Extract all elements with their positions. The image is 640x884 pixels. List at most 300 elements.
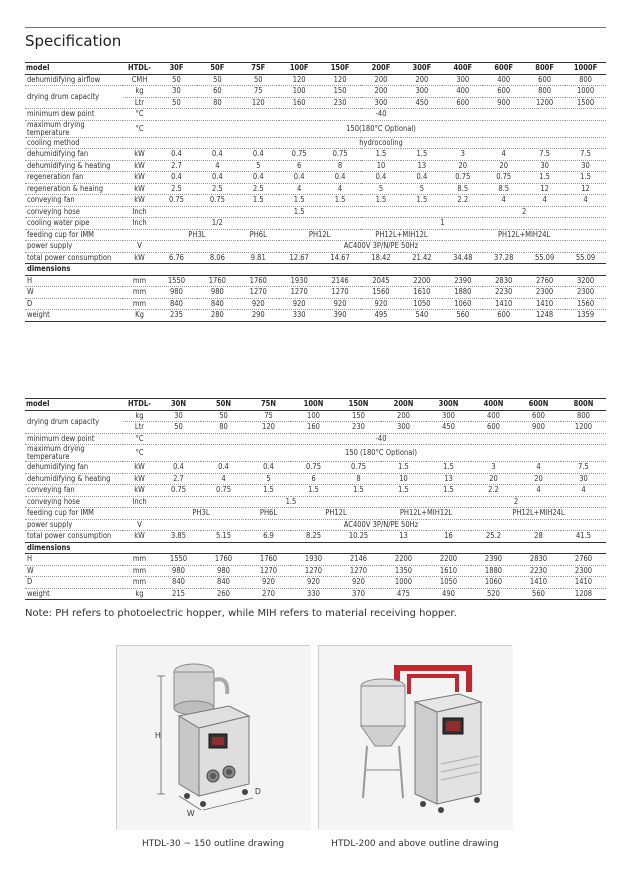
row-conveying-fan	[25, 485, 606, 497]
cell-value: 4	[561, 485, 606, 497]
cell-value: 7.5	[561, 462, 606, 474]
cell-value: 290	[238, 310, 279, 322]
cell-value: 1060	[471, 577, 516, 589]
model-col: 100F	[279, 63, 320, 75]
span-value: PH12L+MIH12L	[381, 508, 471, 520]
cell-value: 1560	[565, 298, 606, 310]
cell-value: 28	[516, 531, 561, 543]
row-label: conveying fan	[25, 485, 123, 497]
cell-value: 600	[483, 310, 524, 322]
cell-value: 1930	[291, 554, 336, 566]
unit: mm	[123, 298, 156, 310]
unit	[123, 508, 156, 520]
section-label: dimensions	[25, 264, 606, 276]
cell-value: 2300	[524, 287, 565, 299]
cell-value: 0.4	[156, 462, 201, 474]
span-value: PH12L	[279, 229, 361, 241]
unit: Inch	[123, 496, 156, 508]
cell-value: 920	[279, 298, 320, 310]
span-value: PH3L	[156, 508, 246, 520]
model-col: 400F	[442, 63, 483, 75]
row-conveying-hose	[25, 496, 606, 508]
drum-label: drying drum capacity	[25, 410, 123, 433]
cell-value: 2.2	[471, 485, 516, 497]
cell-value: 2390	[442, 275, 483, 287]
row-power-supply	[25, 241, 606, 253]
cell-value: 50	[238, 74, 279, 86]
cell-value: 160	[291, 422, 336, 434]
cell-value: 2.2	[442, 195, 483, 207]
cell-value: 920	[246, 577, 291, 589]
cell-value: 1.5	[238, 195, 279, 207]
row-dehum-fan	[25, 149, 606, 161]
cell-value: 600	[442, 97, 483, 109]
row-dim-w	[25, 565, 606, 577]
unit: kg	[123, 410, 156, 422]
row-label: regeneration & heaing	[25, 183, 123, 195]
cell-value: 0.75	[442, 172, 483, 184]
cell-value: 18.42	[361, 252, 402, 264]
cell-value: 840	[156, 577, 201, 589]
unit: kW	[123, 149, 156, 161]
cell-value: 0.4	[320, 172, 361, 184]
cell-value: 120	[279, 74, 320, 86]
row-total-power	[25, 252, 606, 264]
cell-value: 920	[291, 577, 336, 589]
unit: kW	[123, 160, 156, 172]
cell-value: 600	[524, 74, 565, 86]
cell-value: 6.76	[156, 252, 197, 264]
span-value: PH12L+MIH12L	[361, 229, 443, 241]
cell-value: 2.5	[238, 183, 279, 195]
row-drum-kg	[25, 410, 606, 422]
cell-value: 2830	[483, 275, 524, 287]
cell-value: 0.4	[361, 172, 402, 184]
cell-value: 1410	[524, 298, 565, 310]
table-header-row	[25, 63, 606, 75]
cell-value: 8.06	[197, 252, 238, 264]
cell-value: 1050	[401, 298, 442, 310]
cell-value: 1270	[320, 287, 361, 299]
span-value: PH12L+MIH24L	[471, 508, 606, 520]
cell-value: 0.4	[156, 172, 197, 184]
cell-value: 2300	[565, 287, 606, 299]
cell-value: 1.5	[320, 195, 361, 207]
cell-value: 980	[201, 565, 246, 577]
header-model-label: model	[25, 399, 123, 411]
cell-value: 10	[381, 473, 426, 485]
span-value: -40	[156, 433, 606, 445]
cell-value: 450	[426, 422, 471, 434]
cell-value: 2146	[336, 554, 381, 566]
cell-value: 3.85	[156, 531, 201, 543]
cell-value: 100	[279, 86, 320, 98]
cell-value: 2200	[426, 554, 471, 566]
unit: kg	[123, 588, 156, 600]
cell-value: 3200	[565, 275, 606, 287]
cell-value: 280	[197, 310, 238, 322]
cell-value: 1930	[279, 275, 320, 287]
cell-value: 4	[565, 195, 606, 207]
cell-value: 1.5	[401, 195, 442, 207]
cell-value: 215	[156, 588, 201, 600]
cell-value: 75	[238, 86, 279, 98]
cell-value: 800	[565, 74, 606, 86]
cell-value: 1000	[565, 86, 606, 98]
cell-value: 475	[381, 588, 426, 600]
cell-value: 4	[197, 160, 238, 172]
cell-value: 1270	[238, 287, 279, 299]
model-col: 50N	[201, 399, 246, 411]
row-label: H	[25, 554, 123, 566]
cell-value: 0.4	[279, 172, 320, 184]
cell-value: 6.9	[246, 531, 291, 543]
cell-value: 450	[401, 97, 442, 109]
cell-value: 4	[201, 473, 246, 485]
unit: °C	[123, 445, 156, 462]
unit: Inch	[123, 206, 156, 218]
cell-value: 55.09	[524, 252, 565, 264]
unit: kW	[123, 485, 156, 497]
cell-value: 1760	[246, 554, 291, 566]
unit: kW	[123, 531, 156, 543]
cell-value: 20	[516, 473, 561, 485]
dim-d-label: D	[255, 787, 261, 796]
cell-value: 120	[320, 74, 361, 86]
cell-value: 600	[516, 410, 561, 422]
cell-value: 0.75	[483, 172, 524, 184]
cell-value: 37.28	[483, 252, 524, 264]
cell-value: 5.15	[201, 531, 246, 543]
cell-value: 2390	[471, 554, 516, 566]
dryer-drawing-large	[319, 646, 513, 830]
row-drum-kg	[25, 86, 606, 98]
cell-value: 41.5	[561, 531, 606, 543]
cell-value: 0.4	[156, 149, 197, 161]
cell-value: 920	[238, 298, 279, 310]
span-value: 1/2	[156, 218, 279, 230]
row-label: dehumidifying fan	[25, 149, 123, 161]
row-dimensions-section	[25, 542, 606, 554]
cell-value: 30	[524, 160, 565, 172]
unit: kW	[123, 252, 156, 264]
cell-value: 1.5	[426, 485, 471, 497]
row-label: dehumidifying & heating	[25, 160, 123, 172]
row-max-temp	[25, 120, 606, 137]
cell-value: 1550	[156, 554, 201, 566]
cell-value: 2230	[516, 565, 561, 577]
model-col: 100N	[291, 399, 336, 411]
cell-value: 0.4	[246, 462, 291, 474]
cell-value: 2230	[483, 287, 524, 299]
cell-value: 1.5	[401, 149, 442, 161]
cell-value: 800	[524, 86, 565, 98]
cell-value: 30	[561, 473, 606, 485]
cell-value: 330	[291, 588, 336, 600]
cell-value: 2.7	[156, 160, 197, 172]
cell-value: 2760	[524, 275, 565, 287]
cell-value: 6	[291, 473, 336, 485]
cell-value: 30	[565, 160, 606, 172]
cell-value: 540	[401, 310, 442, 322]
cell-value: 370	[336, 588, 381, 600]
cell-value: 1248	[524, 310, 565, 322]
cell-value: 16	[426, 531, 471, 543]
row-power-supply	[25, 519, 606, 531]
cell-value: 0.75	[279, 149, 320, 161]
cell-value: 1560	[361, 287, 402, 299]
row-label: minimum dew point	[25, 109, 123, 121]
cell-value: 1410	[561, 577, 606, 589]
cell-value: 160	[279, 97, 320, 109]
unit: V	[123, 241, 156, 253]
cell-value: 120	[238, 97, 279, 109]
cell-value: 900	[483, 97, 524, 109]
cell-value: 1610	[426, 565, 471, 577]
cell-value: 600	[483, 86, 524, 98]
span-value: PH12L+MIH24L	[442, 229, 606, 241]
cell-value: 330	[279, 310, 320, 322]
row-label: D	[25, 577, 123, 589]
row-label: conveying hose	[25, 206, 123, 218]
cell-value: 920	[336, 577, 381, 589]
cell-value: 1200	[561, 422, 606, 434]
unit	[123, 229, 156, 241]
cell-value: 4	[279, 183, 320, 195]
span-value: 1.5	[156, 496, 426, 508]
span-value: AC400V 3P/N/PE 50Hz	[156, 519, 606, 531]
cell-value: 1.5	[279, 195, 320, 207]
row-label: total power consumption	[25, 531, 123, 543]
row-label: W	[25, 565, 123, 577]
row-label: power supply	[25, 241, 123, 253]
model-col: 150F	[320, 63, 361, 75]
cell-value: 400	[483, 74, 524, 86]
row-weight	[25, 588, 606, 600]
span-value: 150 (180°C Optional)	[156, 445, 606, 462]
cell-value: 980	[156, 287, 197, 299]
model-col: 600N	[516, 399, 561, 411]
unit: V	[123, 519, 156, 531]
cell-value: 1550	[156, 275, 197, 287]
dim-h-label: H	[155, 731, 161, 740]
cell-value: 490	[426, 588, 471, 600]
row-dim-h	[25, 554, 606, 566]
unit: kW	[123, 195, 156, 207]
cell-value: 7.5	[524, 149, 565, 161]
cell-value: 30	[156, 410, 201, 422]
row-label: weight	[25, 588, 123, 600]
page-title: Specification	[25, 32, 122, 50]
span-value: PH6L	[246, 508, 291, 520]
row-dehum-heating	[25, 160, 606, 172]
cell-value: 1270	[291, 565, 336, 577]
row-label: W	[25, 287, 123, 299]
model-col: 200F	[361, 63, 402, 75]
cell-value: 1880	[471, 565, 516, 577]
cell-value: 13	[426, 473, 471, 485]
row-dim-h	[25, 275, 606, 287]
row-label: cooling water pipe	[25, 218, 123, 230]
cell-value: 8.5	[483, 183, 524, 195]
row-max-temp	[25, 445, 606, 462]
cell-value: 2146	[320, 275, 361, 287]
cell-value: 840	[197, 298, 238, 310]
unit: Kg	[123, 310, 156, 322]
section-label: dimensions	[25, 542, 606, 554]
span-value: -40	[156, 109, 606, 121]
span-value: 2	[426, 496, 606, 508]
cell-value: 1610	[401, 287, 442, 299]
span-value: PH12L	[291, 508, 381, 520]
cell-value: 0.4	[197, 172, 238, 184]
cell-value: 9.81	[238, 252, 279, 264]
cell-value: 8.5	[442, 183, 483, 195]
cell-value: 2.7	[156, 473, 201, 485]
unit: Inch	[123, 218, 156, 230]
cell-value: 1060	[442, 298, 483, 310]
cell-value: 1000	[381, 577, 426, 589]
row-dew-point	[25, 109, 606, 121]
cell-value: 840	[156, 298, 197, 310]
dryer-drawing-small	[117, 646, 311, 830]
cell-value: 12	[565, 183, 606, 195]
model-col: 30F	[156, 63, 197, 75]
cell-value: 0.4	[197, 149, 238, 161]
cell-value: 120	[246, 422, 291, 434]
cell-value: 1.5	[524, 172, 565, 184]
cell-value: 980	[197, 287, 238, 299]
cell-value: 230	[336, 422, 381, 434]
cell-value: 2045	[361, 275, 402, 287]
cell-value: 100	[291, 410, 336, 422]
cell-value: 2830	[516, 554, 561, 566]
cell-value: 25.2	[471, 531, 516, 543]
cell-value: 560	[516, 588, 561, 600]
row-label: total power consumption	[25, 252, 123, 264]
model-col: 30N	[156, 399, 201, 411]
row-dehum-fan	[25, 462, 606, 474]
cell-value: 12	[524, 183, 565, 195]
cell-value: 520	[471, 588, 516, 600]
cell-value: 300	[426, 410, 471, 422]
footnote: Note: PH refers to photoelectric hopper, while MIH refers to material receiving hopper.	[25, 608, 457, 619]
cell-value: 0.75	[156, 485, 201, 497]
row-cooling	[25, 137, 606, 149]
cell-value: 980	[156, 565, 201, 577]
cell-value: 14.67	[320, 252, 361, 264]
cell-value: 80	[197, 97, 238, 109]
cell-value: 230	[320, 97, 361, 109]
caption-left: HTDL-30 ~ 150 outline drawing	[141, 839, 285, 849]
model-col: 300F	[401, 63, 442, 75]
cell-value: 920	[361, 298, 402, 310]
cell-value: 20	[471, 473, 516, 485]
row-airflow	[25, 74, 606, 86]
figure-large-dryer	[318, 645, 512, 829]
cell-value: 270	[246, 588, 291, 600]
cell-value: 8	[336, 473, 381, 485]
cell-value: 75	[246, 410, 291, 422]
cell-value: 10.25	[336, 531, 381, 543]
cell-value: 260	[201, 588, 246, 600]
row-feeding-cup	[25, 229, 606, 241]
cell-value: 5	[238, 160, 279, 172]
span-value: 1.5	[156, 206, 442, 218]
row-dim-d	[25, 298, 606, 310]
unit: kg	[123, 86, 156, 98]
row-regen-fan	[25, 172, 606, 184]
unit: mm	[123, 287, 156, 299]
cell-value: 4	[483, 149, 524, 161]
cell-value: 1500	[565, 97, 606, 109]
cell-value: 7.5	[565, 149, 606, 161]
cell-value: 20	[442, 160, 483, 172]
cell-value: 2760	[561, 554, 606, 566]
cell-value: 4	[524, 195, 565, 207]
cell-value: 50	[156, 97, 197, 109]
row-label: dehumidifying airflow	[25, 74, 123, 86]
cell-value: 0.75	[197, 195, 238, 207]
model-col: 800F	[524, 63, 565, 75]
cell-value: 400	[471, 410, 516, 422]
row-conveying-fan	[25, 195, 606, 207]
spec-table-f	[25, 62, 606, 322]
unit: kW	[123, 473, 156, 485]
cell-value: 2300	[561, 565, 606, 577]
cell-value: 600	[471, 422, 516, 434]
span-value: hydrocooling	[156, 137, 606, 149]
cell-value: 1.5	[361, 195, 402, 207]
row-label: minimum dew point	[25, 433, 123, 445]
cell-value: 5	[361, 183, 402, 195]
row-dim-w	[25, 287, 606, 299]
unit: kW	[123, 183, 156, 195]
cell-value: 1270	[279, 287, 320, 299]
cell-value: 2200	[401, 275, 442, 287]
cell-value: 300	[361, 97, 402, 109]
row-label: D	[25, 298, 123, 310]
cell-value: 21.42	[401, 252, 442, 264]
unit	[123, 137, 156, 149]
cell-value: 300	[442, 74, 483, 86]
cell-value: 6	[279, 160, 320, 172]
cell-value: 1.5	[381, 462, 426, 474]
cell-value: 840	[201, 577, 246, 589]
cell-value: 0.75	[336, 462, 381, 474]
cell-value: 10	[361, 160, 402, 172]
unit: °C	[123, 120, 156, 137]
cell-value: 1880	[442, 287, 483, 299]
span-value: AC400V 3P/N/PE 50Hz	[156, 241, 606, 253]
cell-value: 400	[442, 86, 483, 98]
cell-value: 8	[320, 160, 361, 172]
unit: Ltr	[123, 422, 156, 434]
cell-value: 8.25	[291, 531, 336, 543]
cell-value: 1350	[381, 565, 426, 577]
unit: CMH	[123, 74, 156, 86]
row-label: regeneration fan	[25, 172, 123, 184]
cell-value: 1.5	[336, 485, 381, 497]
span-value: PH3L	[156, 229, 238, 241]
model-col: 200N	[381, 399, 426, 411]
drum-label: drying drum capacity	[25, 86, 123, 109]
cell-value: 1410	[483, 298, 524, 310]
cell-value: 1270	[246, 565, 291, 577]
cell-value: 200	[361, 86, 402, 98]
cell-value: 1208	[561, 588, 606, 600]
cell-value: 1410	[516, 577, 561, 589]
